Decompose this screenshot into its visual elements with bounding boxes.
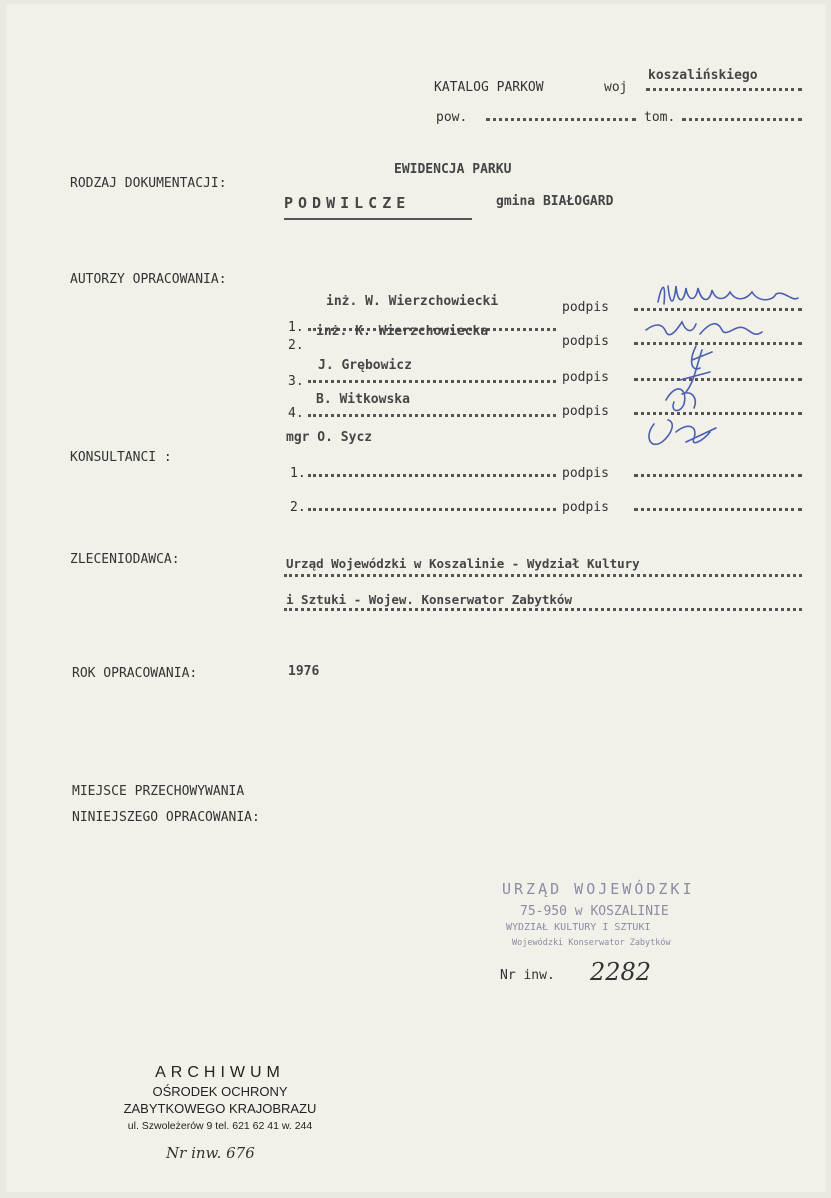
tom-label: tom.: [644, 110, 676, 125]
consultants-label: KONSULTANCI :: [70, 450, 172, 465]
inventory-number: 2282: [590, 958, 652, 986]
tom-dotted-line: [682, 118, 802, 121]
signature-dotted-line: [634, 474, 802, 477]
commissioner-label: ZLECENIODAWCA:: [70, 552, 180, 567]
signature-label: podpis: [562, 334, 609, 349]
commissioner-dotted-line-2: [284, 608, 802, 611]
authors-label: AUTORZY OPRACOWANIA:: [70, 272, 227, 287]
archive-address: ul. Szwoleżerów 9 tel. 621 62 41 w. 244: [127, 1120, 313, 1132]
archive-line-3: ZABYTKOWEGO KRAJOBRAZU: [123, 1101, 317, 1116]
park-name: PODWILCZE: [284, 194, 411, 212]
commissioner-line-2: i Sztuki - Wojew. Konserwator Zabytków: [286, 592, 572, 607]
consultant-number: 2.: [290, 500, 306, 515]
commissioner-line-1: Urząd Wojewódzki w Koszalinie - Wydział Kultury: [286, 556, 640, 571]
woj-value: koszalińskiego: [648, 68, 758, 83]
author-number: 4.: [288, 406, 304, 421]
archive-line-2: OŚRODEK OCHRONY: [152, 1084, 288, 1099]
year-value: 1976: [288, 664, 320, 679]
author-name: inż. K. Wierzchowiecka: [316, 324, 489, 339]
woj-label: woj: [604, 80, 628, 95]
commissioner-dotted-line-1: [284, 574, 802, 577]
document-page: [6, 4, 826, 1192]
signature-label: podpis: [562, 370, 609, 385]
author-number: 2.: [288, 338, 304, 353]
doc-type-label: RODZAJ DOKUMENTACJI:: [70, 176, 227, 191]
signature-label: podpis: [562, 466, 609, 481]
author-dotted-line: [308, 414, 556, 417]
woj-dotted-line: [646, 88, 802, 91]
signature-label: podpis: [562, 404, 609, 419]
author-name: mgr O. Sycz: [286, 430, 373, 445]
stamp-line-4: Wojewódzki Konserwator Zabytków: [512, 938, 671, 948]
signature-dotted-line: [634, 508, 802, 511]
storage-label-line-1: MIEJSCE PRZECHOWYWANIA: [72, 784, 245, 799]
storage-label-line-2: NINIEJSZEGO OPRACOWANIA:: [72, 810, 260, 825]
author-number: 3.: [288, 374, 304, 389]
author-name: J. Grębowicz: [318, 358, 412, 373]
signature-label: podpis: [562, 500, 609, 515]
authors-signatures-image: [626, 272, 806, 457]
author-number: 1.: [288, 320, 304, 335]
consultant-number: 1.: [290, 466, 306, 481]
catalog-label: KATALOG PARKOW: [434, 80, 544, 95]
park-name-underline: [284, 218, 472, 220]
stamp-line-1: URZĄD WOJEWÓDZKI: [502, 880, 695, 898]
stamp-line-2: 75-950 w KOSZALINIE: [520, 904, 669, 919]
pow-dotted-line: [486, 118, 636, 121]
gmina-name: gmina BIAŁOGARD: [496, 194, 614, 209]
signature-label: podpis: [562, 300, 609, 315]
author-name: B. Witkowska: [316, 392, 410, 407]
author-dotted-line: [308, 380, 556, 383]
stamp-line-3: WYDZIAŁ KULTURY I SZTUKI: [506, 922, 651, 933]
doc-type-title: EWIDENCJA PARKU: [394, 162, 512, 177]
author-name: inż. W. Wierzchowiecki: [326, 294, 499, 309]
archive-handwritten-inventory: Nr inw. 676: [166, 1144, 255, 1162]
inventory-label: Nr inw.: [500, 968, 555, 983]
year-label: ROK OPRACOWANIA:: [72, 666, 198, 681]
pow-label: pow.: [436, 110, 468, 125]
consultant-dotted-line: [308, 508, 556, 511]
consultant-dotted-line: [308, 474, 556, 477]
archive-stamp: [110, 1064, 330, 1132]
archive-title: ARCHIWUM: [155, 1064, 285, 1081]
